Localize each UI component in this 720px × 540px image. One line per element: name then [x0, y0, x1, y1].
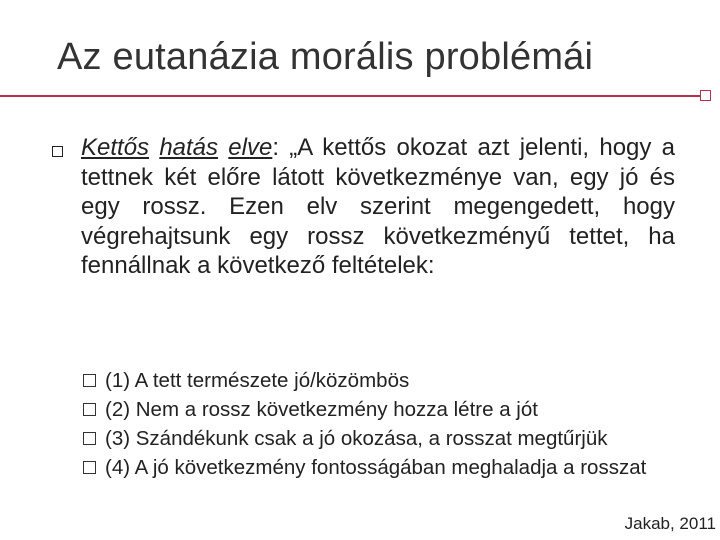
list-item	[83, 366, 683, 395]
citation: Jakab, 2011	[624, 514, 716, 533]
main-point-text	[81, 133, 675, 281]
title-divider	[0, 95, 700, 97]
term-word-2: hatás	[159, 134, 219, 161]
term-word-3: elve	[228, 134, 273, 161]
divider-end-square	[700, 90, 711, 101]
slide-title: Az eutanázia morális problémái	[57, 36, 594, 78]
condition-text: (2) Nem a rossz következmény hozza létre a jót	[105, 398, 538, 421]
term-colon: :	[272, 134, 279, 161]
sub-bullet-box-icon	[83, 403, 96, 416]
main-point-body: „A kettős okozat azt jelenti, hogy a tettnek két előre látott következménye van, egy jó és egy rossz. Ezen elv szerint megengedett, hogy végrehajtsunk egy rossz következményű tettet, ha fennállnak a következő feltételek:	[81, 134, 676, 279]
condition-text: (3) Szándékunk csak a jó okozása, a rosszat megtűrjük	[105, 427, 608, 450]
condition-text: (1) A tett természete jó/közömbös	[105, 369, 410, 392]
list-item	[83, 395, 683, 424]
sub-bullet-box-icon	[83, 374, 96, 387]
list-item	[83, 424, 683, 453]
condition-text: (4) A jó következmény fontosságában meghaladja a rosszat	[105, 456, 647, 479]
sub-bullet-box-icon	[83, 461, 96, 474]
conditions-list	[83, 366, 683, 482]
sub-bullet-box-icon	[83, 432, 96, 445]
list-item	[83, 453, 683, 482]
main-bullet-square-icon	[52, 146, 63, 157]
term-word-1: Kettős	[81, 134, 150, 161]
